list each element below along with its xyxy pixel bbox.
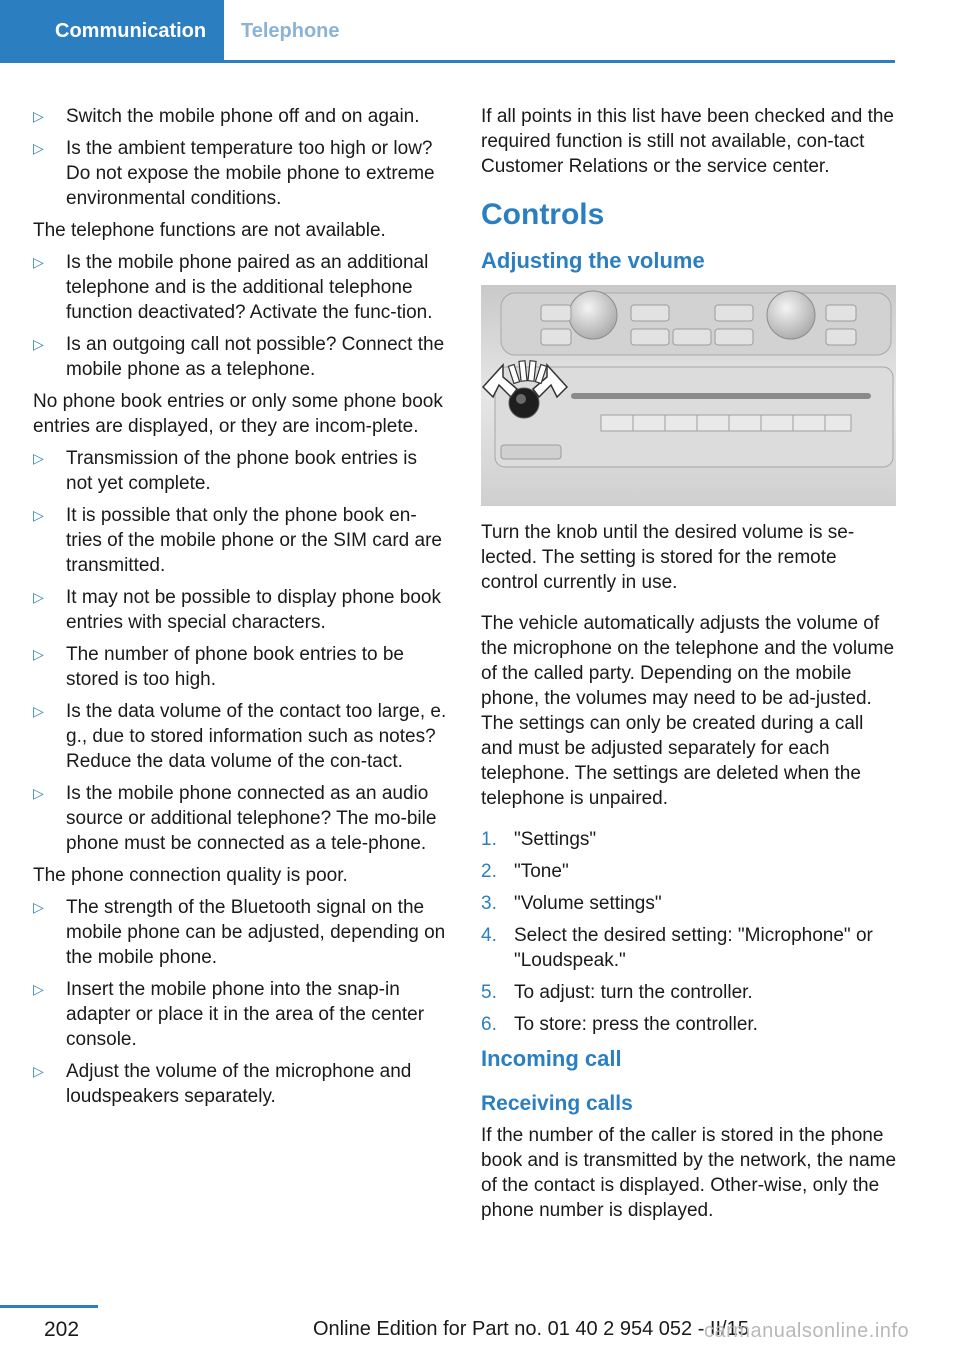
list-item: 5. To adjust: turn the controller. [481, 982, 753, 1003]
triangle-bullet-icon: ▷ [33, 646, 44, 662]
list-item: ▷ It is possible that only the phone book en-tries of the mobile phone or the SIM card are transmitted. [33, 505, 442, 576]
header-rule [0, 60, 895, 63]
paragraph: The telephone functions are not available. [33, 220, 386, 241]
list-item: ▷ Is an outgoing call not possible? Connect the mobile phone as a telephone. [33, 334, 445, 380]
page-header [0, 0, 960, 64]
left-column [33, 104, 448, 1116]
triangle-bullet-icon: ▷ [33, 1063, 44, 1079]
triangle-bullet-icon: ▷ [33, 703, 44, 719]
list-item: ▷ The strength of the Bluetooth signal on the mobile phone can be adjusted, depending on the mobile phone. [33, 897, 446, 968]
heading-receiving-calls: Receiving calls [481, 1092, 633, 1115]
triangle-bullet-icon: ▷ [33, 140, 44, 156]
triangle-bullet-icon: ▷ [33, 254, 44, 270]
list-item: ▷ Insert the mobile phone into the snap-in adapter or place it in the area of the center console. [33, 979, 425, 1050]
paragraph: Turn the knob until the desired volume is se-lected. The setting is stored for the remote control currently in use. [481, 522, 855, 593]
triangle-bullet-icon: ▷ [33, 507, 44, 523]
list-item: 3. "Volume settings" [481, 893, 662, 914]
list-item: 4. Select the desired setting: "Microphone" or "Loudspeak." [481, 925, 873, 971]
list-item: ▷ Is the mobile phone connected as an audio source or additional telephone? The mo-bile phone must be connected as a tele-phone. [33, 783, 437, 854]
list-item: ▷ Is the mobile phone paired as an additional telephone and is the additional telephone function deactivated? Activate the func-tion. [33, 252, 433, 323]
paragraph: If the number of the caller is stored in the phone book and is transmitted by the network, the name of the contact is displayed. Other-wise, only the phone number is displayed. [481, 1125, 897, 1221]
section-tab-communication: Communication [0, 0, 224, 62]
paragraph: The vehicle automatically adjusts the volume of the microphone on the telephone and the volume of the called party. Depending on the mobile phone, the volumes may need to be ad-justed. The settings can only be created during a call and must be adjusted separately for each telephone. The settings are deleted when the telephone is unpaired. [481, 613, 895, 809]
triangle-bullet-icon: ▷ [33, 899, 44, 915]
list-item: 1. "Settings" [481, 829, 597, 850]
paragraph: The phone connection quality is poor. [33, 865, 348, 886]
edition-note: Online Edition for Part no. 01 40 2 954 052 - II/15 [313, 1318, 749, 1340]
section-tab-telephone: Telephone [241, 20, 340, 42]
list-item: ▷ Switch the mobile phone off and on again. [33, 106, 420, 127]
watermark: carmanualsonline.info [704, 1320, 910, 1342]
paragraph: If all points in this list have been checked and the required function is still not available, con-tact Customer Relations or the service center. [481, 106, 894, 177]
list-item: 2. "Tone" [481, 861, 569, 882]
triangle-bullet-icon: ▷ [33, 589, 44, 605]
triangle-bullet-icon: ▷ [33, 336, 44, 352]
list-item: ▷ Is the data volume of the contact too large, e. g., due to stored information such as notes? Reduce the data volume of the con-tact. [33, 701, 447, 772]
paragraph: No phone book entries or only some phone book entries are displayed, or they are incom-plete. [33, 391, 443, 437]
page-number: 202 [44, 1318, 80, 1341]
heading-controls: Controls [481, 198, 605, 231]
list-item: ▷ Adjust the volume of the microphone and loudspeakers separately. [33, 1061, 412, 1107]
list-item: 6. To store: press the controller. [481, 1014, 758, 1035]
right-column [481, 104, 897, 1230]
list-item: ▷ Transmission of the phone book entries is not yet complete. [33, 448, 417, 494]
radio-control-panel-photo [481, 285, 896, 506]
heading-incoming-call: Incoming call [481, 1046, 622, 1071]
list-item: ▷ Is the ambient temperature too high or low? Do not expose the mobile phone to extreme environmental conditions. [33, 138, 435, 209]
list-item: ▷ It may not be possible to display phone book entries with special characters. [33, 587, 441, 633]
triangle-bullet-icon: ▷ [33, 981, 44, 997]
list-item: ▷ The number of phone book entries to be stored is too high. [33, 644, 405, 690]
heading-adjusting-volume: Adjusting the volume [481, 248, 705, 273]
triangle-bullet-icon: ▷ [33, 108, 44, 124]
triangle-bullet-icon: ▷ [33, 785, 44, 801]
footer-rule [0, 1305, 98, 1308]
triangle-bullet-icon: ▷ [33, 450, 44, 466]
